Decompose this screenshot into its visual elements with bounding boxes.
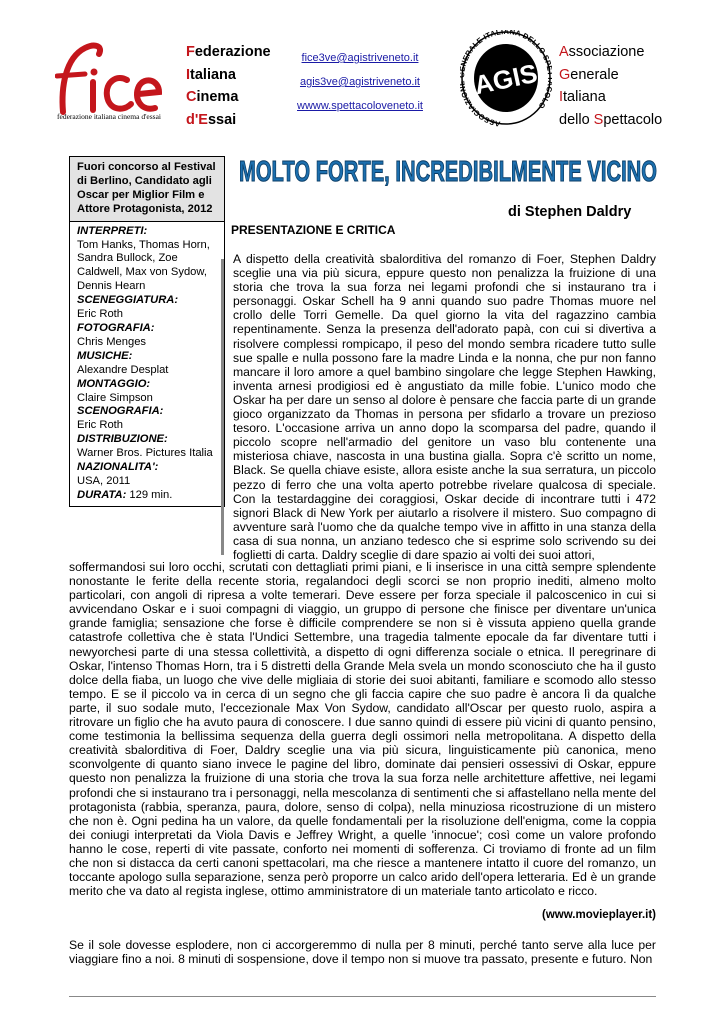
fice-acronym-line: Cinema <box>186 89 239 105</box>
svg-text:MOLTO FORTE, INCREDIBILMENTE V: MOLTO FORTE, INCREDIBILMENTE VICINO <box>239 156 657 188</box>
film-title <box>238 150 658 190</box>
credit-value: USA, 2011 <box>77 474 131 487</box>
section-heading: PRESENTAZIONE E CRITICA <box>231 223 396 237</box>
credit-value: Alexandre Desplat <box>77 363 169 376</box>
footer-divider <box>69 996 656 997</box>
credit-label: SCENEGGIATURA: <box>77 294 179 307</box>
credit-label: FOTOGRAFIA: <box>77 321 155 334</box>
review-paragraph-intro: A dispetto della creatività sbalorditiva del romanzo di Foer, Stephen Daldry sceglie una via più sicura, eppure questo non penalizza la fruizione di una storia che trova la sua forza nei legami profondi che si instaurano tra i personaggi. Oskar Schell ha 9 anni quando suo padre Thomas muore nel crollo delle Torri Gemelle. Da quel giorno la vita del ragazzino cambia repentinamente. Senza la presenza dell'adorato papà, con cui si divertiva a risolvere complessi rompicapo, il peso del mondo sembra ricadere tutto sulle sue spalle e nulla possono fare la madre Linda e la nonna, che pur non fanno mancare il loro amore a quel bambino singolare che legge Stephen Hawking, inventa arnesi prodigiosi ed è angustiato da mille fobie. L'unico modo che Oskar ha per dare un senso al dolore è pensare che faccia parte di un grande gioco organizzato da Thomas in persona per sfidarlo a trovare un prezioso tesoro. L'occasione arriva un anno dopo la scomparsa del padre, quando il piccolo scopre nell'armadio del genitore un vaso blu contenente una misteriosa chiave, nascosta in una bustina gialla. Sopra c'è scritto un nome, Black. Se quella chiave esiste, allora esiste anche la sua serratura, un piccolo pezzo di ferro che una volta aperto potrebbe rivelare qualcosa di speciale. Con la testardaggine dei coraggiosi, Oskar decide di incontrare tutti i 472 signori Black di New York per aiutarlo a risolvere il mistero. Suo compagno di avventure sarà l'uomo che da qualche tempo vive in affitto in una stanza della casa di sua nonna, un anziano tedesco che si esprime solo scrivendo su dei foglietti di carta. Daldry sceglie di dare spazio ai volti dei suoi attori, <box>233 252 656 562</box>
contact-links <box>280 52 440 124</box>
credit-value: Warner Bros. Pictures Italia <box>77 447 213 460</box>
second-review-paragraph: Se il sole dovesse esplodere, non ci accorgeremmo di nulla per 8 minuti, perché tanto serve alla luce per viaggiare fino a noi. 8 minuti di sospensione, dove il tempo non si muove tra passato, presente e futuro. Non <box>69 938 656 967</box>
credit-label: SCENOGRAFIA: <box>77 405 164 418</box>
agis-logo-mark <box>460 30 552 130</box>
credit-label: NAZIONALITA': <box>77 461 159 474</box>
credit-value: Claire Simpson <box>77 391 153 404</box>
info-box-shadow <box>221 259 224 555</box>
fice-email-link[interactable]: fice3ve@agistriveneto.it <box>301 52 419 64</box>
credit-label: INTERPRETI: <box>77 224 148 237</box>
agis-logo-ring-text: ASSOCIAZIO ERALE ITALIANA DELLO S OLO <box>460 30 552 129</box>
credits-list <box>70 222 224 506</box>
director-credit: di Stephen Daldry <box>508 204 632 220</box>
fice-acronym <box>186 41 271 131</box>
credit-label: MUSICHE: <box>77 349 133 362</box>
credit-value: Eric Roth <box>77 308 124 321</box>
credit-label: DISTRIBUZIONE: <box>77 433 168 446</box>
credit-value: Chris Menges <box>77 335 147 348</box>
festival-info: Fuori concorso al Festival di Berlino, Candidato agli Oscar per Miglior Film e Attore Protagonista, 2012 <box>70 157 224 222</box>
fice-acronym-line: Federazione <box>186 44 271 60</box>
film-info-box <box>69 156 225 507</box>
fice-acronym-line: d'Essai <box>186 111 237 128</box>
review-source: (www.movieplayer.it) <box>542 909 656 921</box>
fice-logo <box>55 38 165 130</box>
agis-logo <box>460 30 552 130</box>
fice-acronym-line: Italiana <box>186 66 236 83</box>
agis-acronym-line: Italiana <box>559 89 606 105</box>
credit-duration: DURATA: 129 min. <box>77 488 173 501</box>
agis-acronym <box>559 41 662 131</box>
agis-acronym-line: dello Spettacolo <box>559 111 663 128</box>
credit-value: Eric Roth <box>77 419 124 432</box>
agis-acronym-line: Generale <box>559 66 619 83</box>
credit-label: MONTAGGIO: <box>77 377 151 390</box>
website-link[interactable]: wwww.spettacoloveneto.it <box>297 100 423 112</box>
agis-email-link[interactable]: agis3ve@agistriveneto.it <box>299 76 420 88</box>
agis-acronym-line: Associazione <box>559 44 645 60</box>
fice-logo-subtitle: federazione italiana cinema d'essai <box>57 112 162 121</box>
credit-value: Tom Hanks, Thomas Horn, Sandra Bullock, Zoe Caldwell, Max von Sydow, Dennis Hearn <box>77 238 210 293</box>
review-paragraph-continued: soffermandosi sui loro occhi, scrutati con dettagliati primi piani, e li inserisce in una città sempre splendente nonostante le ferite della recente storia, regalandoci degli scorci se non proprio inediti, almeno molto particolari, con angoli di ripresa a volte temerari. Deve essere per forza speciale il palcoscenico in cui si avvicendano Oskar e i suoi compagni di viaggio, un gruppo di persone che finisce per diventare un'unica grande famiglia; sensazione che forse è difficile comprendere se non si è vissuta appieno quella grande catastrofe collettiva che è stata l'Undici Settembre, una tragedia talmente epocale da far diventare tutti i newyorchesi parte di una stessa collettività, a dispetto di ogni differenza sociale o etnica. Il peregrinare di Oskar, l'intenso Thomas Horn, tra i 5 distretti della Grande Mela svela un mondo sconosciuto che ha il gusto dolce della fiaba, un luogo che vive delle migliaia di storie dei suoi abitanti, familiare e scomodo allo stesso tempo. E se il piccolo va in cerca di un segno che gli faccia capire che suo padre è ancora lì da qualche parte, il suo sodale muto, l'eccezionale Max Von Sydow, candidato all'Oscar per questo ruolo, aspira a ritrovare un figlio che ha avuto paura di conoscere. I due sanno quindi di essere più vicini di quanto pensino, come testimonia la bellissima sequenza della guerra degli ossimori nella metropolitana. A dispetto della creatività sbalorditiva di Foer, Daldry sceglie una via più sicura, linguisticamente più canonica, meno sconvolgente di quanto siano invece le pagine del libro, dominate dai pensieri ossessivi di Oskar, eppure questo non penalizza la fruizione di una storia che trova la sua forza nelle architetture affettive, nei legami profondi che si instaurano tra i personaggi, nella mescolanza di sentimenti che si affastellano nella mente del protagonista (rabbia, speranza, paura, dolore, senso di colpa), nella minuziosa ricostruzione di un mistero che non è. Ogni pedina ha un valore, da quelle fondamentali per la risoluzione dell'enigma, come la coppia dei coniugi interpretati da Viola Davis e Jeffrey Wright, a quelle 'innocue'; così come un valore profondo hanno le cose, reperti di vite passate, conforto nei momenti di sofferenza. Ci troviamo di fronte ad un film che non si distacca da certi canoni spettacolari, ma che riesce a mantenere intatto il cuore del romanzo, un toccante apologo sulla separazione, senza però proporre un calco arido dell'opera letteraria. Ed è un grande merito che va dato al regista inglese, ottimo amministratore di un materiale tanto articolato e ricco. <box>69 560 656 899</box>
agis-logo-text: AGIS <box>471 57 541 101</box>
